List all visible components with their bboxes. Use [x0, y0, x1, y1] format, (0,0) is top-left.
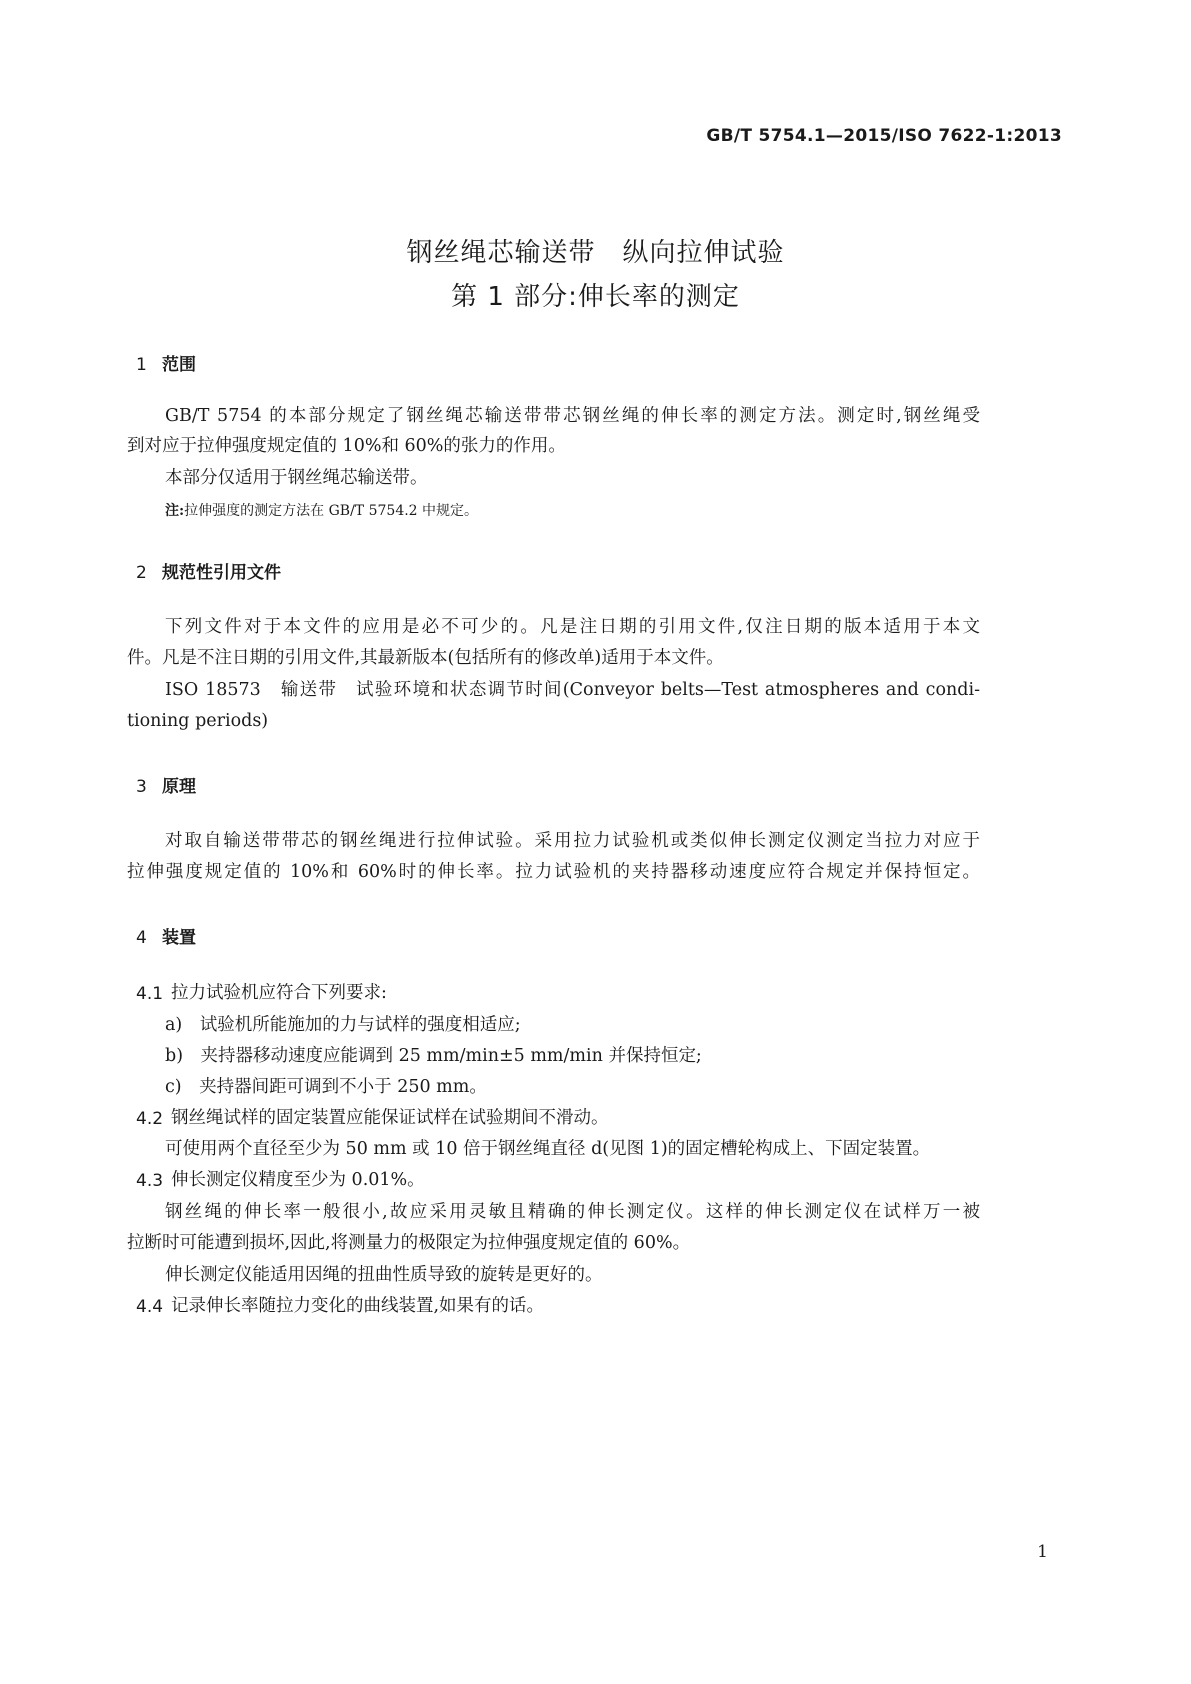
section-2-paragraph-line-1: 下列文件对于本文件的应用是必不可少的。凡是注日期的引用文件,仅注日期的版本适用于本文 [165, 617, 980, 637]
clause-4-4-text: 记录伸长率随拉力变化的曲线装置,如果有的话。 [171, 1296, 545, 1316]
section-2-number: 2 [136, 563, 147, 583]
clause-4-3-number: 4.3 [136, 1171, 164, 1191]
section-3-paragraph-line-1: 对取自输送带带芯的钢丝绳进行拉伸试验。采用拉力试验机或类似伸长测定仪测定当拉力对应于 [165, 831, 980, 851]
section-2-heading [136, 558, 281, 583]
clause-4-2-paragraph: 可使用两个直径至少为 50 mm 或 10 倍于钢丝绳直径 d(见图 1)的固定槽轮构成上、下固定装置。 [165, 1139, 931, 1159]
clause-4-3-paragraph-line-1: 钢丝绳的伸长率一般很小,故应采用灵敏且精确的伸长测定仪。这样的伸长测定仪在试样万一被 [165, 1202, 980, 1222]
clause-4-2-text: 钢丝绳试样的固定装置应能保证试样在试验期间不滑动。 [171, 1108, 609, 1128]
section-1-paragraph-line-1: GB/T 5754 的本部分规定了钢丝绳芯输送带带芯钢丝绳的伸长率的测定方法。测定时,钢丝绳受 [165, 406, 980, 426]
section-1-number: 1 [136, 355, 147, 375]
note-text: 拉伸强度的测定方法在 GB/T 5754.2 中规定。 [184, 503, 479, 519]
list-item-c: c) 夹持器间距可调到不小于 250 mm。 [165, 1077, 487, 1097]
section-2-title: 规范性引用文件 [162, 563, 281, 583]
clause-4-3-paragraph-line-2: 拉断时可能遭到损坏,因此,将测量力的极限定为拉伸强度规定值的 60%。 [127, 1233, 691, 1253]
section-3-title: 原理 [162, 777, 196, 797]
clause-4-2-number: 4.2 [136, 1109, 164, 1129]
list-item-a: a) 试验机所能施加的力与试样的强度相适应; [165, 1015, 521, 1035]
section-1-title: 范围 [162, 355, 196, 375]
list-item-b: b) 夹持器移动速度应能调到 25 mm/min±5 mm/min 并保持恒定; [165, 1046, 702, 1066]
section-3-paragraph-line-2: 拉伸强度规定值的 10%和 60%时的伸长率。拉力试验机的夹持器移动速度应符合规定并保持恒定。 [127, 862, 980, 882]
section-4-title: 装置 [162, 928, 196, 948]
section-3-heading [136, 772, 196, 797]
section-4-heading [136, 923, 196, 948]
section-1-note [165, 500, 478, 520]
page-number: 1 [1037, 1542, 1048, 1562]
section-1-paragraph-line-2: 到对应于拉伸强度规定值的 10%和 60%的张力的作用。 [127, 436, 566, 456]
normative-reference-line-1: ISO 18573 输送带 试验环境和状态调节时间(Conveyor belts—Test atmospheres and condi- [165, 680, 980, 700]
document-title-line-2: 第 1 部分:伸长率的测定 [451, 282, 740, 312]
clause-4-3-text: 伸长测定仪精度至少为 0.01%。 [171, 1170, 425, 1190]
clause-4-4-number: 4.4 [136, 1297, 164, 1317]
normative-reference-line-2: tioning periods) [127, 711, 269, 731]
note-label: 注: [165, 503, 185, 519]
section-1-scope-paragraph: 本部分仅适用于钢丝绳芯输送带。 [165, 468, 428, 488]
document-title-line-1: 钢丝绳芯输送带 纵向拉伸试验 [406, 238, 785, 268]
section-3-number: 3 [136, 777, 147, 797]
standard-code: GB/T 5754.1—2015/ISO 7622-1:2013 [706, 126, 1062, 146]
section-1-heading [136, 350, 196, 375]
section-2-paragraph-line-2: 件。凡是不注日期的引用文件,其最新版本(包括所有的修改单)适用于本文件。 [127, 648, 724, 668]
clause-4-3-paragraph-2: 伸长测定仪能适用因绳的扭曲性质导致的旋转是更好的。 [165, 1265, 603, 1285]
clause-4-1-number: 4.1 [136, 984, 164, 1004]
clause-4-1-text: 拉力试验机应符合下列要求: [171, 983, 387, 1003]
section-4-number: 4 [136, 928, 147, 948]
